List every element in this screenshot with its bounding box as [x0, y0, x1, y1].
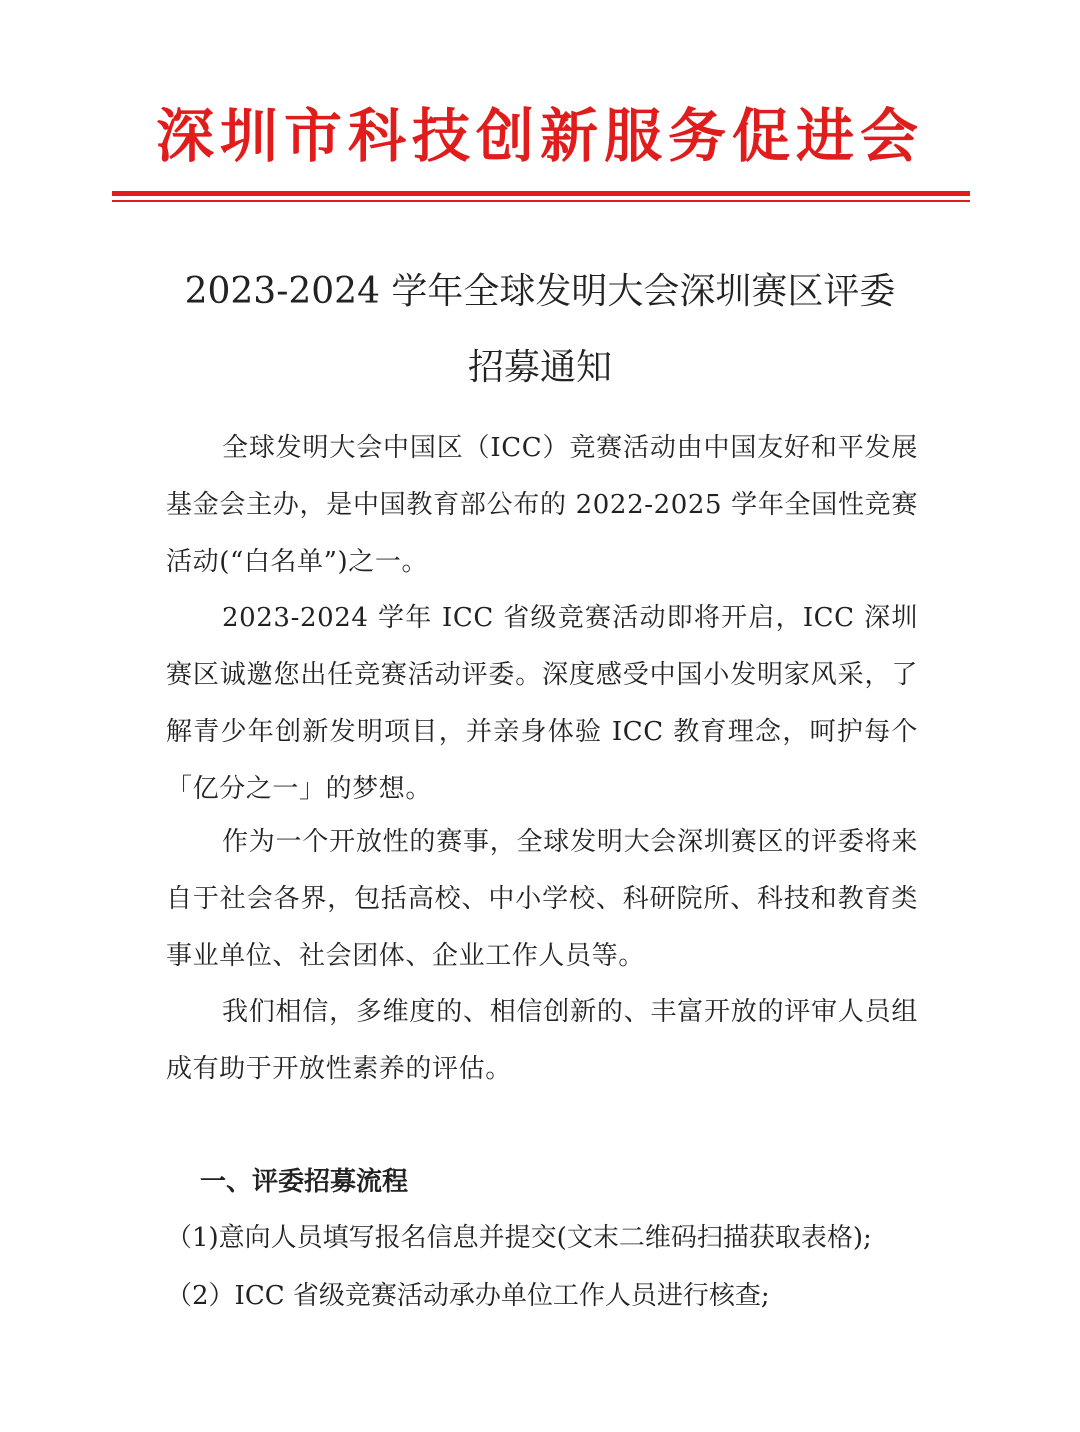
body-paragraph-1: [166, 420, 918, 591]
body-paragraph-3: [166, 814, 918, 985]
paragraph-text: 作为一个开放性的赛事，全球发明大会深圳赛区的评委将来自于社会各界，包括高校、中小学校、科研院所、科技和教育类事业单位、社会团体、企业工作人员等。: [166, 827, 918, 971]
body-paragraph-4: [166, 984, 918, 1098]
letterhead-red-rule-thick: [112, 191, 970, 196]
letterhead-org-name: 深圳市科技创新服务促进会: [155, 102, 924, 170]
body-paragraph-2: [166, 590, 918, 818]
letterhead-red-rule-thin: [112, 200, 970, 202]
section-heading: 一、评委招募流程: [200, 1167, 409, 1197]
paragraph-text: 全球发明大会中国区（ICC）竞赛活动由中国友好和平发展基金会主办，是中国教育部公布的 2022-2025 学年全国性竞赛活动(“白名单”)之一。: [166, 433, 918, 577]
paragraph-text: 我们相信，多维度的、相信创新的、丰富开放的评审人员组成有助于开放性素养的评估。: [166, 997, 918, 1084]
paragraph-text: 2023-2024 学年 ICC 省级竞赛活动即将开启，ICC 深圳赛区诚邀您出任竞赛活动评委。深度感受中国小发明家风采，了解青少年创新发明项目，并亲身体验 ICC 教育理念，呵护每个「亿分之一」的梦想。: [166, 603, 918, 804]
document-title-line-2: 招募通知: [467, 347, 612, 388]
document-title-line-1: 2023-2024 学年全球发明大会深圳赛区评委: [184, 271, 896, 312]
list-item: （2）ICC 省级竞赛活动承办单位工作人员进行核查;: [166, 1281, 770, 1311]
list-item: （1)意向人员填写报名信息并提交(文末二维码扫描获取表格);: [166, 1223, 872, 1253]
